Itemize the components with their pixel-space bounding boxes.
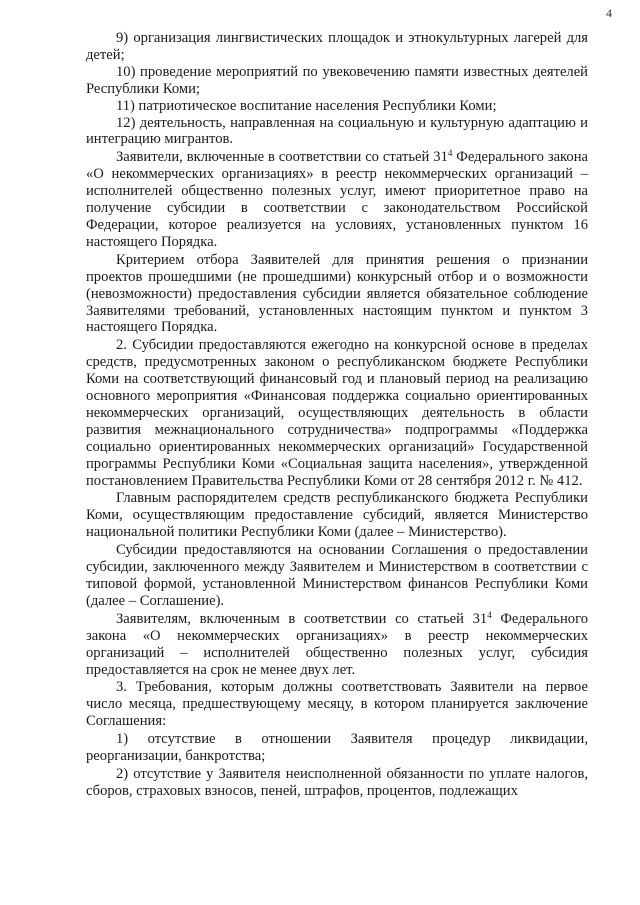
clause-2-paragraph: 2. Субсидии предоставляются ежегодно на конкурсной основе в пределах средств, предусмотренных законом о республиканском бюджете Республики Коми на соответствующий финансовый год и плановый период на реализацию основного мероприятия «Финансовая поддержка социально ориентированных некоммерческих организаций, осуществляющих деятельность в области развития межнационального сотрудничества» подпрограммы «Поддержка социально ориентированных некоммерческих организаций» Государственной программы Республики Коми «Социальная защита населения», утвержденной постановлением Правительства Республики Коми от 28 сентября 2012 г. № 412. [86, 337, 588, 489]
list-item-11: 11) патриотическое воспитание населения Республики Коми; [116, 97, 497, 114]
document-body [86, 30, 588, 800]
agreement-paragraph: Субсидии предоставляются на основании Соглашения о предоставлении субсидии, заключенного между Заявителем и Министерством в соответствии с типовой формой, установленной Министерством финансов Республики Коми (далее – Соглашение). [86, 542, 588, 609]
priority-paragraph [86, 149, 588, 250]
term-text-start: Заявителям, включенным в соответствии со статьей 31 [116, 610, 488, 627]
term-paragraph [86, 611, 588, 679]
list-item-10: 10) проведение мероприятий по увековечению памяти известных деятелей Республики Коми; [86, 63, 588, 97]
article-superscript: 4 [487, 609, 492, 620]
criterion-paragraph: Критерием отбора Заявителей для принятия решения о признании проектов прошедшими (не прошедшими) конкурсный отбор и о возможности (невозможности) предоставления субсидии является обязательное соблюдение Заявителями требований, установленных настоящим пунктом и пунктом 3 настоящего Порядка. [86, 251, 588, 336]
list-item-12: 12) деятельность, направленная на социальную и культурную адаптацию и интеграцию мигрантов. [86, 114, 588, 148]
term-text-end: Федерального закона «О некоммерческих организациях» в реестр некоммерческих организаций – исполнителей общественно полезных услуг, субсидия предоставляется на срок не менее двух лет. [86, 610, 588, 678]
requirement-1: 1) отсутствие в отношении Заявителя процедур ликвидации, реорганизации, банкротства; [86, 731, 588, 765]
list-item-9: 9) организация лингвистических площадок и этнокультурных лагерей для детей; [86, 30, 588, 63]
page-number: 4 [606, 6, 612, 20]
clause-3-paragraph: 3. Требования, которым должны соответствовать Заявители на первое число месяца, предшествующему месяцу, в котором планируется заключение Соглашения: [86, 679, 588, 730]
priority-text-end: Федерального закона «О некоммерческих организациях» в реестр некоммерческих организаций – исполнителей общественно полезных услуг, имеют приоритетное право на получение субсидии в соответствии с законодательством Российской Федерации, которое реализуется на условиях, установленных пунктом 16 настоящего Порядка. [86, 149, 588, 250]
manager-paragraph: Главным распорядителем средств республиканского бюджета Республики Коми, осуществляющим предоставление субсидий, является Министерство национальной политики Республики Коми (далее – Министерство). [86, 490, 588, 541]
article-superscript: 4 [447, 148, 453, 159]
requirement-2: 2) отсутствие у Заявителя неисполненной обязанности по уплате налогов, сборов, страховых взносов, пеней, штрафов, процентов, подлежащих [86, 765, 588, 799]
priority-text-start: Заявители, включенные в соответствии со статьей 31 [116, 149, 448, 166]
